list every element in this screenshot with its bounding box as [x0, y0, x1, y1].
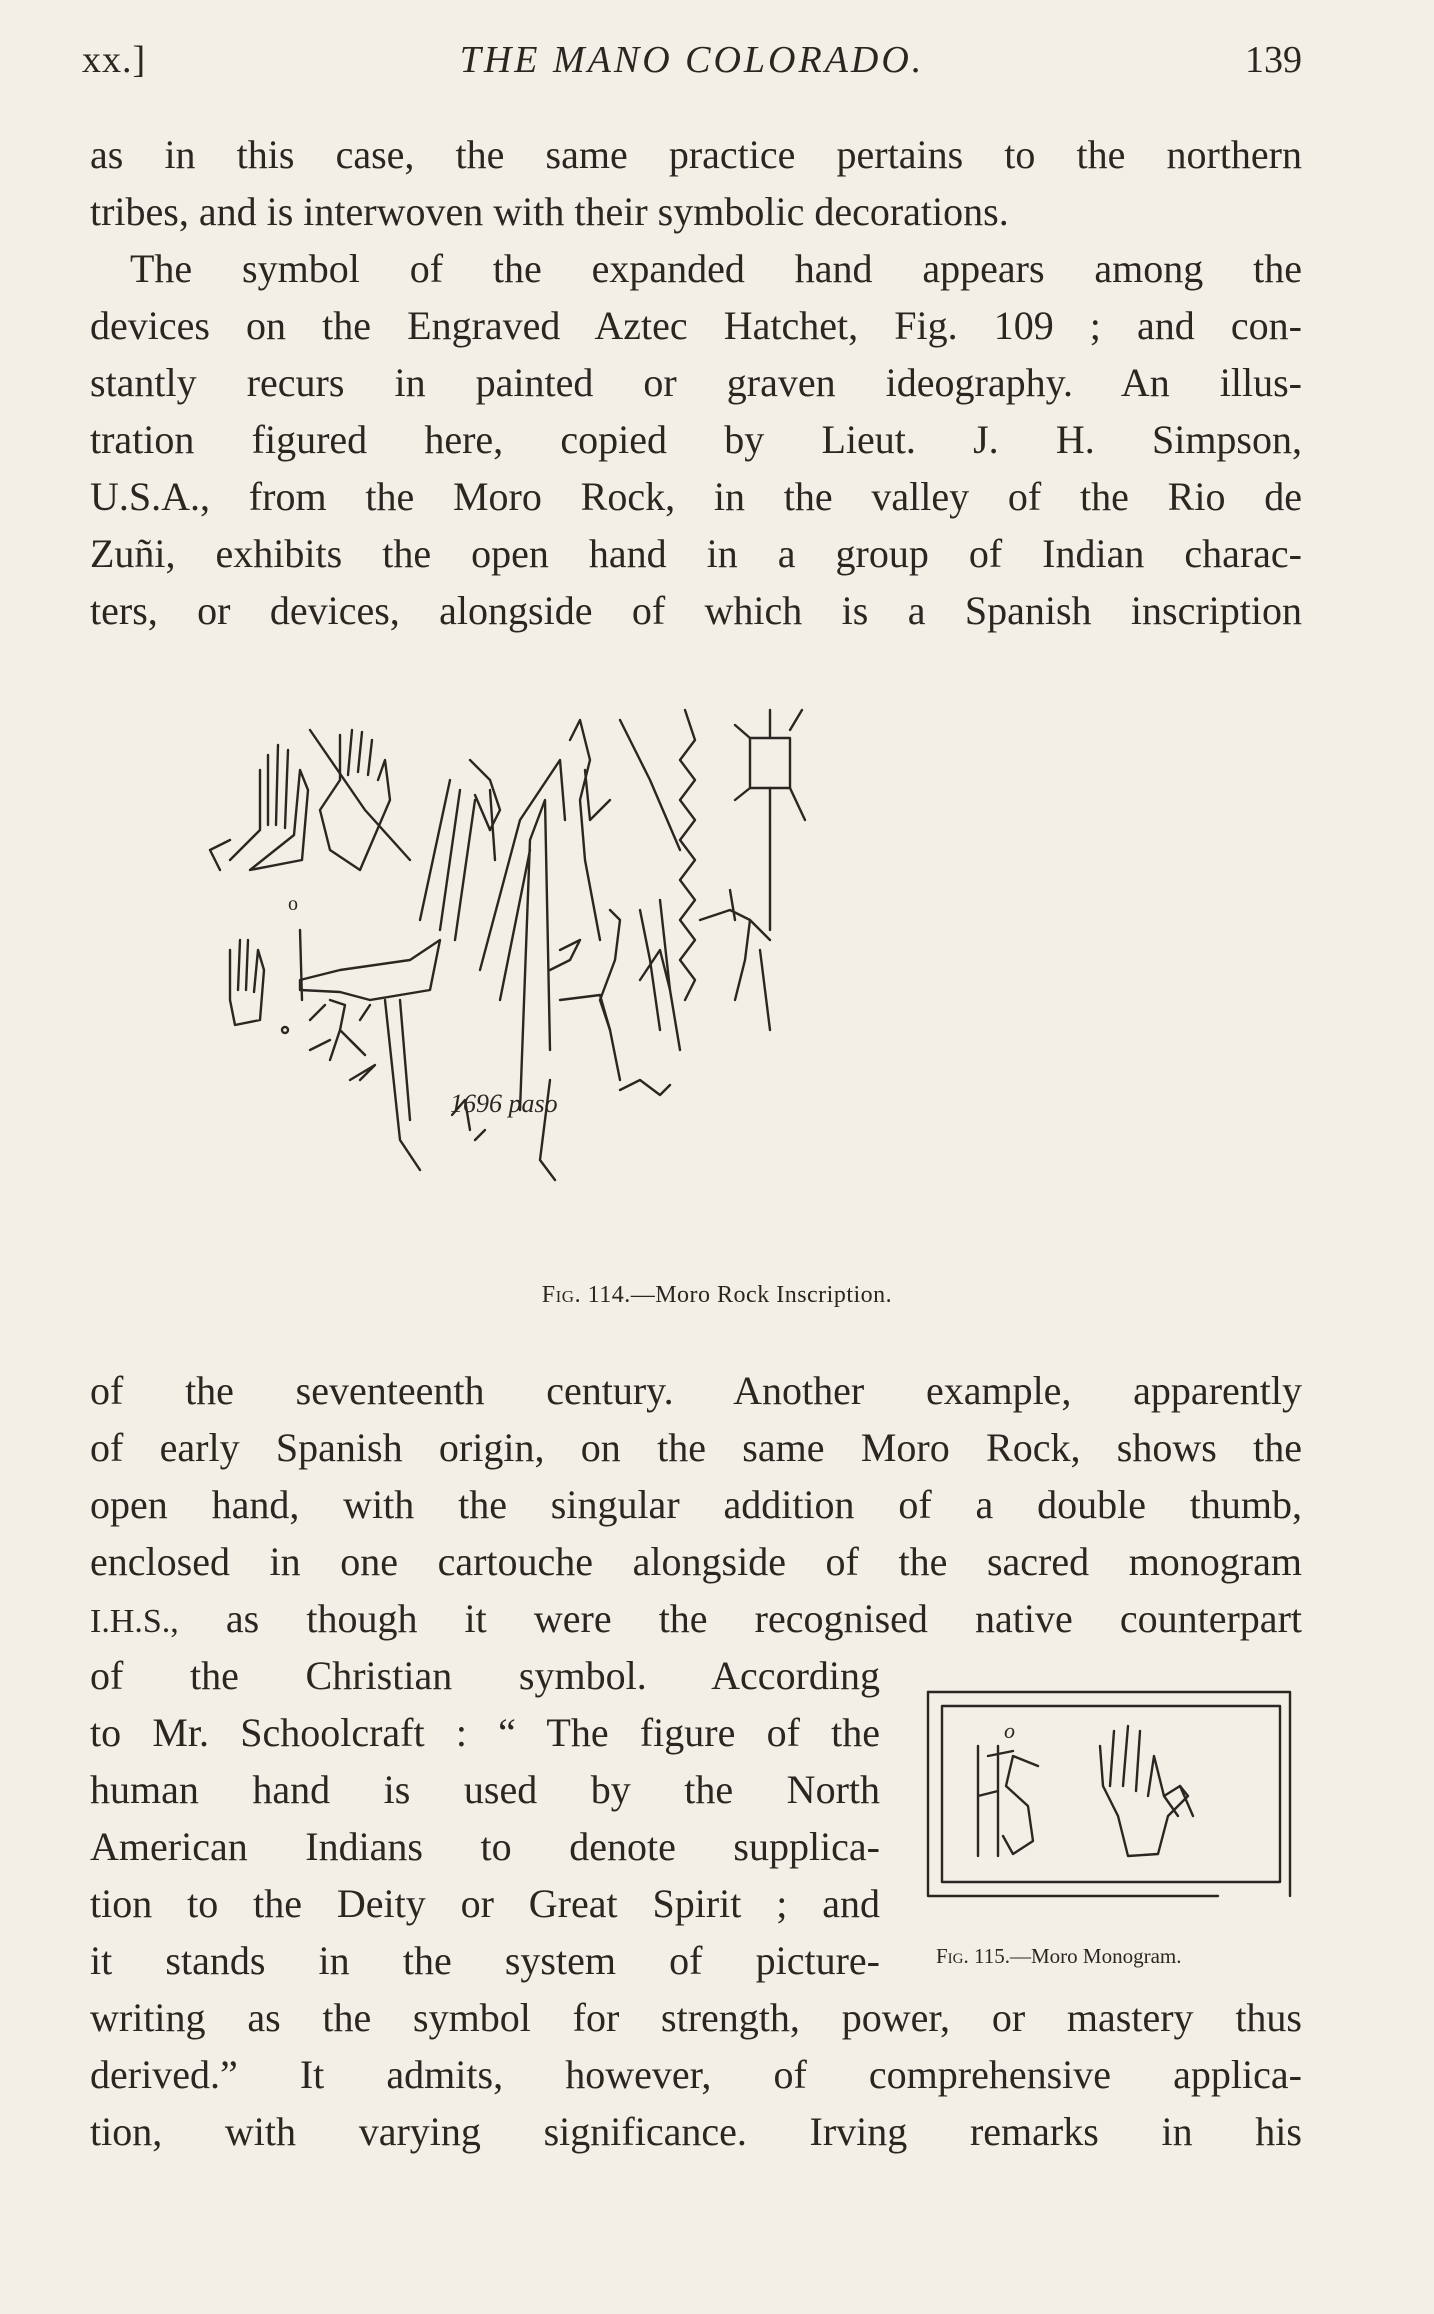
- figure-caption-text: —Moro Rock Inscription.: [630, 1282, 893, 1308]
- diagonal-stroke-glyph: [600, 720, 680, 1080]
- figure-114-caption: [0, 1282, 1434, 1309]
- paragraph-3-end: [90, 1989, 1302, 2160]
- text-line: of early Spanish origin, on the same Moro Rock, shows the: [90, 1425, 1302, 1470]
- tall-figure-glyph: [480, 720, 610, 1110]
- text-line: to Mr. Schoolcraft : “ The figure of the: [90, 1710, 880, 1755]
- inscription-text: 1696 paso: [450, 1089, 558, 1118]
- text-line: tration figured here, copied by Lieut. J. H. Simpson,: [90, 417, 1302, 462]
- open-hand-glyph-middle: [310, 730, 410, 870]
- section-number: xx.]: [82, 39, 147, 81]
- text-line: as in this case, the same practice pertains to the northern: [90, 132, 1302, 177]
- paragraph-1: [90, 126, 1302, 639]
- text-line: tion to the Deity or Great Spirit ; and: [90, 1881, 880, 1926]
- monogram-abbreviation: I.H.S.,: [90, 1603, 179, 1640]
- monogram-drawing: [918, 1676, 1298, 1906]
- figure-label: Fig. 114.: [541, 1282, 631, 1308]
- cartouche-border: [942, 1706, 1280, 1882]
- open-hand-glyph-left: [210, 745, 308, 870]
- text-line: enclosed in one cartouche alongside of the sacred monogram: [90, 1539, 1302, 1584]
- text-line: derived.” It admits, however, of comprehensive applica-: [90, 2052, 1302, 2097]
- text-line: U.S.A., from the Moro Rock, in the valley of the Rio de: [90, 474, 1302, 519]
- svg-text:o: o: [288, 893, 298, 915]
- paragraph-3-narrow: [90, 1647, 880, 1989]
- text-line: open hand, with the singular addition of a double thumb,: [90, 1482, 1302, 1527]
- text-line: Zuñi, exhibits the open hand in a group of Indian charac-: [90, 531, 1302, 576]
- running-title: THE MANO COLORADO.: [459, 39, 925, 81]
- bird-figure-glyph: [300, 940, 440, 1170]
- spanish-inscription: [450, 1080, 558, 1180]
- text-line: The symbol of the expanded hand appears among the: [130, 246, 1302, 291]
- small-hand-glyph: [230, 940, 264, 1025]
- text-fragment: as though it were the recognised native counterpart: [225, 1596, 1302, 1641]
- figure-caption-text: —Moro Monogram.: [1009, 1944, 1182, 1968]
- text-line: of the Christian symbol. According: [90, 1653, 880, 1698]
- cross-standard-glyph: [735, 710, 805, 1030]
- text-line: ters, or devices, alongside of which is a Spanish inscription: [90, 588, 1302, 633]
- text-line: American Indians to denote supplica-: [90, 1824, 880, 1869]
- text-line: devices on the Engraved Aztec Hatchet, Fig. 109 ; and con-: [90, 303, 1302, 348]
- figure-label: Fig. 115.: [936, 1944, 1010, 1968]
- figure-moro-rock-inscription: [190, 700, 1180, 1220]
- text-line: tion, with varying significance. Irving remarks in his: [90, 2109, 1302, 2154]
- text-line: writing as the symbol for strength, power, or mastery thus: [90, 1995, 1302, 2040]
- rock-inscription-drawing: [190, 700, 1180, 1220]
- text-line: [90, 1590, 1302, 1650]
- figure-115-caption: [936, 1944, 1181, 1969]
- ladder-figure-glyph: [620, 900, 680, 1095]
- page-number: 139: [1245, 39, 1302, 81]
- text-line: tribes, and is interwoven with their symbolic decorations.: [90, 189, 1009, 234]
- paragraph-3: [90, 1362, 1302, 1650]
- figure-moro-monogram: [918, 1676, 1298, 1906]
- zigzag-snake-glyph: [680, 710, 770, 1000]
- stroke-lines-glyph: [420, 760, 500, 940]
- double-thumb-hand-glyph: [1100, 1726, 1193, 1856]
- text-line: stantly recurs in painted or graven ideography. An illus-: [90, 360, 1302, 405]
- text-line: of the seventeenth century. Another example, apparently: [90, 1368, 1302, 1413]
- outer-frame-bottom: [928, 1692, 1218, 1896]
- running-header: [82, 38, 1302, 88]
- text-line: human hand is used by the North: [90, 1767, 880, 1812]
- ihs-monogram-glyph: [978, 1718, 1038, 1856]
- svg-text:o: o: [1004, 1718, 1015, 1743]
- text-line: it stands in the system of picture-: [90, 1938, 880, 1983]
